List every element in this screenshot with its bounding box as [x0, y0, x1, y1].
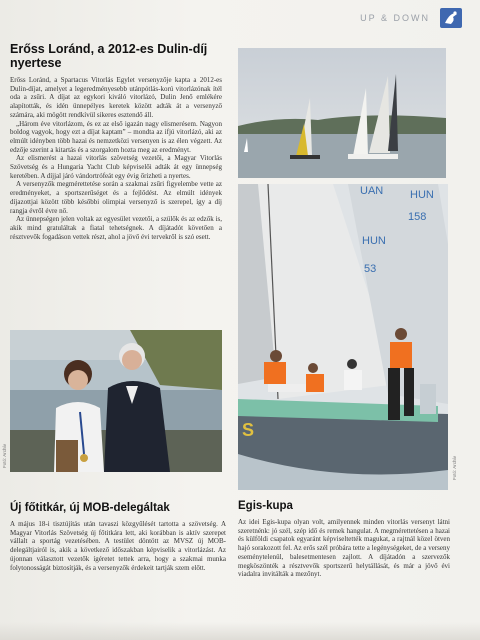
- svg-text:S: S: [242, 420, 255, 440]
- paragraph: A versenyzők megmérettetése során a szakmai zsűri figyelembe vette az eredményeket, a sportszerűséget és a fejlődést. Az elmúlt idények díjazottjai között több későbbi olimpiai versenyző is szerepel, így a díj rangja évről évre nő.: [10, 180, 222, 215]
- svg-text:UAN: UAN: [360, 185, 384, 197]
- article-title: Erőss Loránd, a 2012-es Dulin-díj nyertese: [10, 42, 208, 70]
- paragraph: Az elismerést a hazai vitorlás szövetség vezetői, a Magyar Vitorlás Szövetség és a Hungaria Yacht Club képviselői adták át egy ünnepség keretében. A díjjal járó vándortrófeát egy évig őrizheti a nyertes.: [10, 154, 222, 180]
- section-label: UP & DOWN: [360, 13, 430, 23]
- photo-credit-right: Fotó: Archív: [452, 455, 457, 480]
- svg-text:HUN: HUN: [410, 189, 434, 201]
- article-egis-cup: [238, 500, 450, 579]
- paragraph: Az idei Egis-kupa olyan volt, amilyennek minden vitorlás versenyt látni szeretnénk: jó szél, szép idő és remek hangulat. A megmérettetésen a hazai és külföldi csapatok egyaránt képviseltették magukat, a rajtnál közel ötven hajó sorakozott fel. Az erős szél próbára tette a legénységeket, de a verseny eseménytelenül, balesetmentesen zajlott. A díjátadón a szervezők megköszönték a résztvevők sportszerű helytállását, és már a jövő évi viadalra invitálták a mezőnyt.: [238, 518, 450, 579]
- sailor-logo-icon: [440, 8, 462, 28]
- photo-credit-left: Fotó: Archív: [2, 443, 7, 468]
- article-body: [238, 518, 450, 579]
- photo-sailboats-lake: [238, 48, 446, 178]
- svg-text:158: 158: [408, 211, 427, 223]
- paragraph: Az ünnepségen jelen voltak az egyesület vezetői, a szülők és az edzők is, akik mind gratuláltak a fiatal tehetségnek. A díjátadót követően a résztvevők fogadáson vettek részt, ahol a jövő évi tervekről is szó esett.: [10, 215, 222, 241]
- paragraph: „Három éve vitorlázom, és ez az első igazán nagy elismerésem. Nagyon boldog vagyok, hogy ezt a díjat kaptam” – mondta az ifjú vitorlázó, aki az elmúlt idényben több hazai és nemzetközi versenyen is az élen végzett. Az edzője szerint a kitartás és a szorgalom hozta meg az eredményt.: [10, 119, 222, 154]
- paragraph: A május 18-i tisztújítás után tavaszi közgyűlését tartotta a szövetség. A Magyar Vitorlás Szövetség új főtitkára lett, aki korábban is aktív szerepet vállalt a sportág vezetésében. A testület döntött az MVSZ új MOB-delegáltjairól is, akik a következő időszakban képviselik a vitorlázást. Az újonnan választott vezetők ígéretet tettek arra, hogy a szakmai munka folytonosságát biztosítják, és a versenyzők érdekeit tartják szem előtt.: [10, 520, 226, 572]
- article-body: [10, 520, 226, 572]
- page-bottom-shadow: [0, 622, 480, 640]
- photo-racing-crew: [238, 184, 448, 490]
- article-title: Egis-kupa: [238, 500, 293, 512]
- article-dulin-prize: [10, 42, 222, 241]
- article-body: [10, 76, 222, 241]
- article-title: Új főtitkár, új MOB-delegáltak: [10, 502, 170, 514]
- paragraph: Erőss Loránd, a Spartacus Vitorlás Egylet versenyzője kapta a 2012-es Dulin-díjat, amelyet a legeredményesebb utánpótlás-korú vitorlázónak ítél oda a zsűri. A díjat az egykori kiváló vitorlázó, Dulin Jenő emlékére alapították, és idén ünnepélyes keretek között adták át a versenyző számára, aki mögött rendkívül sikeres esztendő áll.: [10, 76, 222, 119]
- svg-text:53: 53: [364, 263, 377, 275]
- article-new-secretary: [10, 502, 226, 572]
- page-header: [360, 8, 462, 28]
- svg-text:HUN: HUN: [362, 235, 386, 247]
- photo-award-ceremony: [10, 330, 222, 472]
